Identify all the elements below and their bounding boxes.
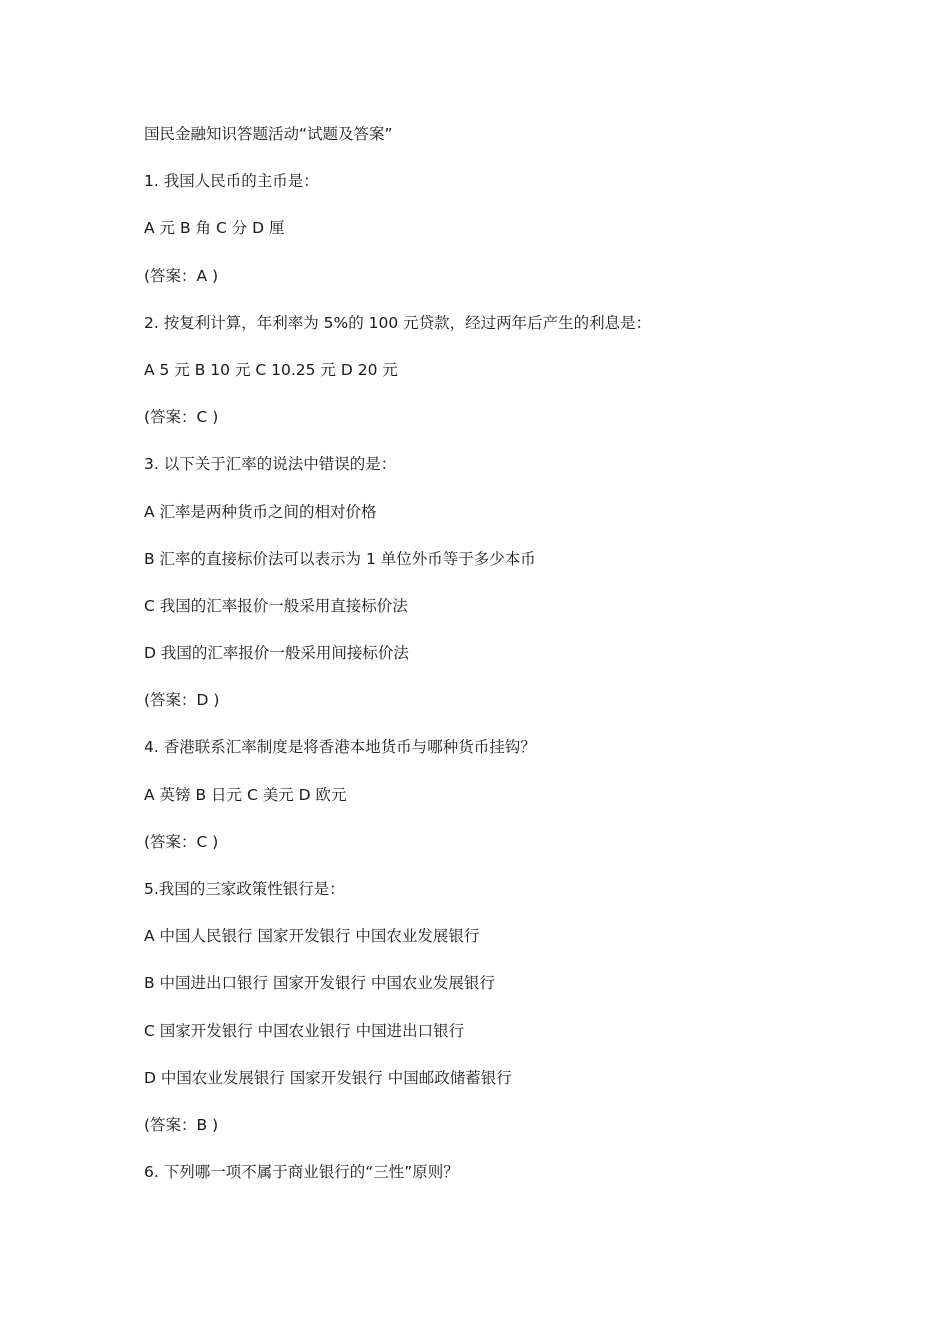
question-3-option-c: C 我国的汇率报价一般采用直接标价法: [144, 596, 408, 615]
question-1-answer: (答案：A ): [144, 266, 219, 285]
question-4-options: A 英镑 B 日元 C 美元 D 欧元: [144, 785, 347, 804]
question-3-option-a: A 汇率是两种货币之间的相对价格: [144, 502, 377, 521]
question-5: 5.我国的三家政策性银行是：: [144, 880, 345, 898]
question-4: 4. 香港联系汇率制度是将香港本地货币与哪种货币挂钩？: [144, 738, 536, 757]
question-6: 6. 下列哪一项不属于商业银行的“三性”原则？: [144, 1163, 459, 1182]
question-2-answer: (答案：C ): [144, 408, 219, 427]
question-3-option-d: D 我国的汇率报价一般采用间接标价法: [144, 644, 409, 663]
question-4-answer: (答案：C ): [144, 832, 219, 851]
question-5-answer: (答案：B ): [144, 1115, 219, 1134]
document-title: 国民金融知识答题活动“试题及答案”: [144, 125, 393, 143]
question-5-option-c: C 国家开发银行 中国农业银行 中国进出口银行: [144, 1021, 465, 1040]
question-1-options: A 元 B 角 C 分 D 厘: [144, 219, 285, 238]
question-1: 1. 我国人民币的主币是：: [144, 172, 319, 191]
question-3: 3. 以下关于汇率的说法中错误的是：: [144, 455, 397, 474]
question-5-option-b: B 中国进出口银行 国家开发银行 中国农业发展银行: [144, 974, 495, 993]
question-5-option-d: D 中国农业发展银行 国家开发银行 中国邮政储蓄银行: [144, 1068, 512, 1087]
question-2: 2. 按复利计算，年利率为 5%的 100 元贷款，经过两年后产生的利息是：: [144, 313, 652, 332]
question-5-option-a: A 中国人民银行 国家开发银行 中国农业发展银行: [144, 927, 480, 946]
question-3-answer: (答案：D ): [144, 691, 220, 710]
question-3-option-b: B 汇率的直接标价法可以表示为 1 单位外币等于多少本币: [144, 549, 536, 568]
document-page: [144, 124, 844, 1209]
question-2-options: A 5 元 B 10 元 C 10.25 元 D 20 元: [144, 360, 398, 379]
